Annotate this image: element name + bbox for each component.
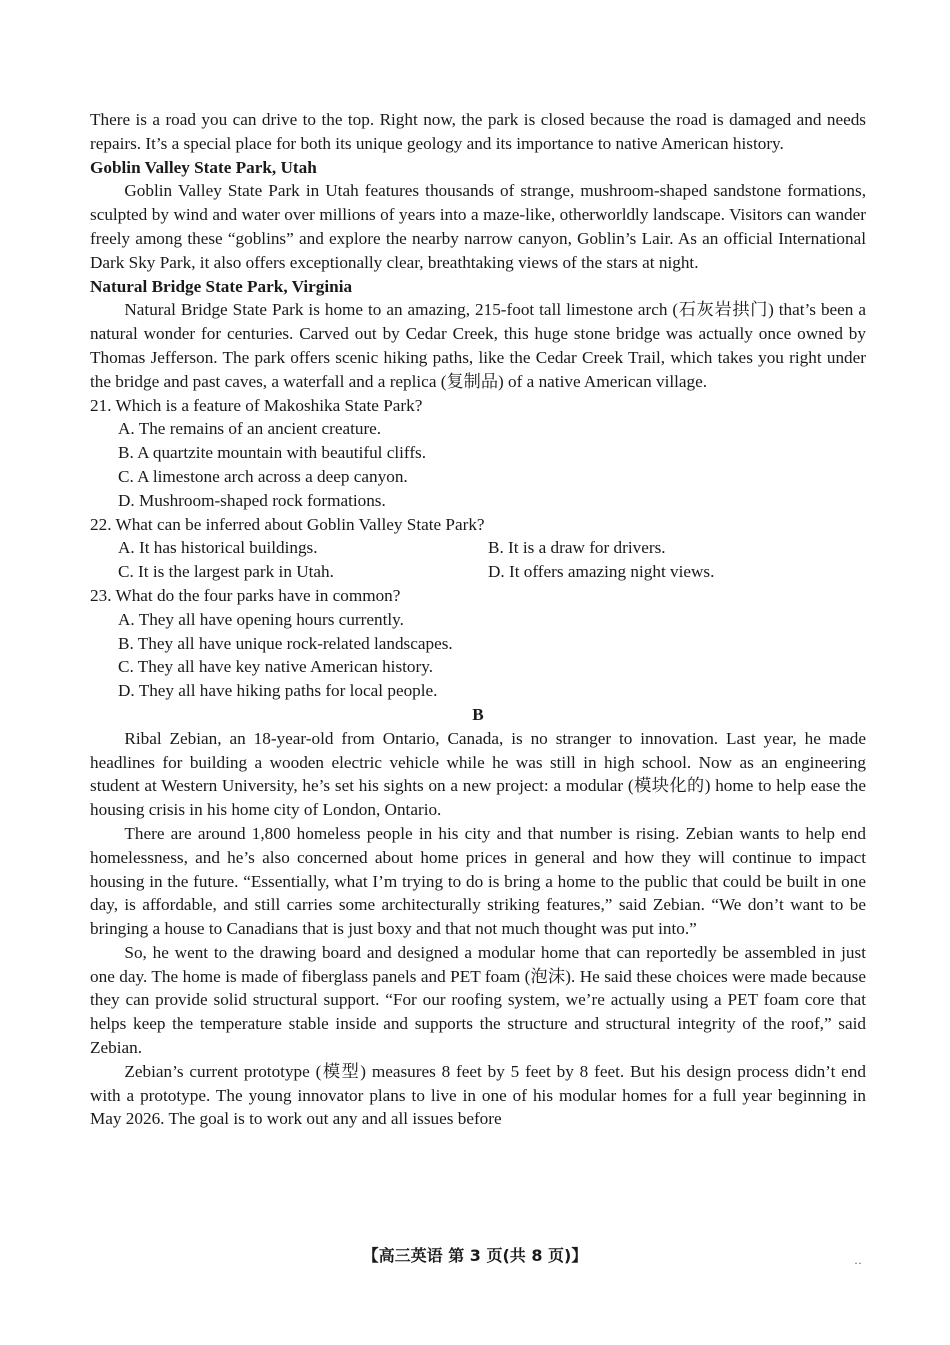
question-23-option-b: B. They all have unique rock-related landscapes. xyxy=(118,633,453,653)
question-21-stem: 21. Which is a feature of Makoshika State Park? xyxy=(90,395,423,415)
question-21 xyxy=(90,394,866,513)
page-footer: 【高三英语 第 3 页(共 8 页)】 xyxy=(362,1246,588,1265)
passage-b-paragraph-3: So, he went to the drawing board and designed a modular home that can reportedly be assembled in just one day. The home is made of fiberglass panels and PET foam (泡沫). He said these choices were made because they can provide solid structural support. “For our roofing system, we’re actually using a PET foam core that helps keep the temperature stable inside and supports the structure and structural integrity of the roof,” said Zebian. xyxy=(90,942,866,1058)
question-22-options-row-1 xyxy=(118,536,866,560)
question-23-option-a: A. They all have opening hours currently. xyxy=(118,609,404,629)
question-22-option-b: B. It is a draw for drivers. xyxy=(488,538,666,558)
question-21-option-b: B. A quartzite mountain with beautiful cliffs. xyxy=(118,443,427,463)
passage-b-paragraph-2: There are around 1,800 homeless people in his city and that number is rising. Zebian wants to help end homelessness, and he’s also concerned about home prices in general and how they will continue to impact housing in the future. “Essentially, what I’m trying to do is bring a home to the public that could be built in one day, is affordable, and still carries some architecturally striking features,” said Zebian. “We don’t want to be bringing a house to Canadians that is just boxy and that not much thought was put into.” xyxy=(90,823,866,939)
question-21-option-c: C. A limestone arch across a deep canyon. xyxy=(118,466,408,486)
question-23-option-d: D. They all have hiking paths for local people. xyxy=(118,681,438,701)
question-21-option-d: D. Mushroom-shaped rock formations. xyxy=(118,490,386,510)
footer-mark: ·· xyxy=(854,1256,862,1270)
passage-b-paragraph-4: Zebian’s current prototype (模型) measures 8 feet by 5 feet by 8 feet. But his design process didn’t end with a prototype. The young innovator plans to live in one of his modular homes for a full year beginning in May 2026. The goal is to work out any and all issues before xyxy=(90,1061,866,1129)
question-22 xyxy=(90,513,866,584)
passage-b-paragraph-1: Ribal Zebian, an 18-year-old from Ontario, Canada, is no stranger to innovation. Last year, he made headlines for building a wooden electric vehicle while he was still in high school. Now as an engineering student at Western University, he’s set his sights on a new project: a modular (模块化的) home to help ease the housing crisis in his home city of London, Ontario. xyxy=(90,728,866,820)
question-21-option-a: A. The remains of an ancient creature. xyxy=(118,419,382,439)
goblin-valley-paragraph: Goblin Valley State Park in Utah features thousands of strange, mushroom-shaped sandstone formations, sculpted by wind and water over millions of years into a maze-like, otherworldly landscape. Visitors can wander freely among these “goblins” and explore the nearby narrow canyon, Goblin’s Lair. As an official International Dark Sky Park, it also offers exceptionally clear, breathtaking views of the stars at night. xyxy=(90,181,866,272)
natural-bridge-paragraph: Natural Bridge State Park is home to an amazing, 215-foot tall limestone arch (石灰岩拱门) that’s been a natural wonder for centuries. Carved out by Cedar Creek, this huge stone bridge was actually once owned by Thomas Jefferson. The park offers scenic hiking paths, like the Cedar Creek Trail, which takes you right under the bridge and past caves, a waterfall and a replica (复制品) of a native American village. xyxy=(90,300,866,391)
question-22-option-c: C. It is the largest park in Utah. xyxy=(118,562,334,582)
natural-bridge-heading: Natural Bridge State Park, Virginia xyxy=(90,276,353,296)
passage-a-continuation: There is a road you can drive to the top. Right now, the park is closed because the road is damaged and needs repairs. It’s a special place for both its unique geology and its importance to native American history. xyxy=(90,110,866,153)
question-22-stem: 22. What can be inferred about Goblin Valley State Park? xyxy=(90,514,485,534)
question-22-options-row-2 xyxy=(118,560,866,584)
question-22-option-a: A. It has historical buildings. xyxy=(118,538,318,558)
question-22-option-d: D. It offers amazing night views. xyxy=(488,562,715,582)
goblin-valley-heading: Goblin Valley State Park, Utah xyxy=(90,157,317,177)
question-23-stem: 23. What do the four parks have in common? xyxy=(90,585,401,605)
section-b-letter: B xyxy=(472,704,484,724)
question-23 xyxy=(90,584,866,703)
question-23-option-c: C. They all have key native American history. xyxy=(118,657,434,677)
